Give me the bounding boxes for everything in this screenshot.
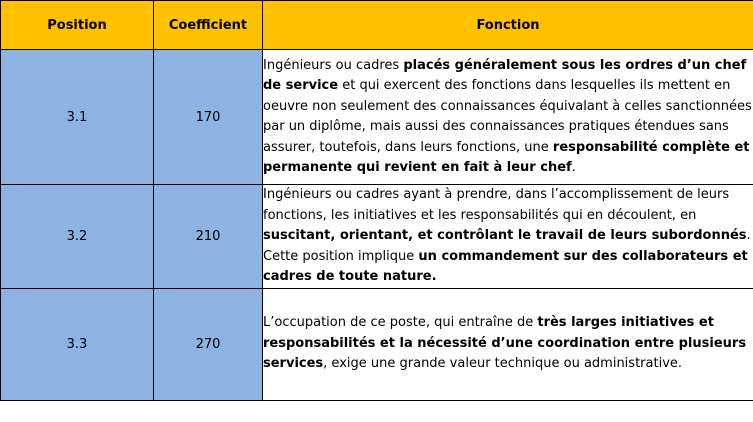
fonction-cell bbox=[263, 50, 753, 185]
coefficient-cell: 210 bbox=[154, 185, 263, 289]
coefficient-cell: 170 bbox=[154, 50, 263, 185]
position-cell: 3.3 bbox=[1, 288, 154, 400]
coefficient-cell: 270 bbox=[154, 288, 263, 400]
fonction-text: . bbox=[571, 160, 576, 175]
fonction-cell bbox=[263, 288, 753, 400]
fonction-bold-text: responsabilité complète et permanente qui revient en fait à leur chef bbox=[263, 139, 750, 175]
header-position: Position bbox=[1, 1, 154, 50]
fonction-bold-text: un commandement sur des collaborateurs et cadres de toute nature. bbox=[263, 248, 748, 284]
table-row bbox=[1, 288, 753, 400]
position-cell: 3.2 bbox=[1, 185, 154, 289]
header-fonction: Fonction bbox=[263, 1, 753, 50]
fonction-bold-text: placés généralement sous les ordres d’un chef de service bbox=[263, 57, 747, 93]
fonction-text: et qui exercent des fonctions dans lesquelles ils mettent en oeuvre non seulement des connaissances équivalant à celles sanctionnées par un diplôme, mais aussi des connaissances pratiques étendues sans assurer, toutefois, dans leurs fonctions, une bbox=[263, 78, 752, 155]
fonction-text: , exige une grande valeur technique ou administrative. bbox=[323, 356, 683, 372]
position-cell: 3.1 bbox=[1, 50, 154, 185]
header-coefficient: Coefficient bbox=[154, 1, 263, 50]
fonction-text: L’occupation de ce poste, qui entraîne de bbox=[263, 315, 538, 331]
table-row bbox=[1, 50, 753, 185]
fonction-text: . Cette position implique bbox=[263, 228, 751, 264]
fonction-bold-text: très larges initiatives et responsabilités et la nécessité d’une coordination entre plusieurs services bbox=[263, 315, 747, 372]
fonction-text: Ingénieurs ou cadres ayant à prendre, dans l’accomplissement de leurs fonctions, les initiatives et les responsabilités qui en découlent, en bbox=[263, 187, 730, 223]
table-row bbox=[1, 185, 753, 289]
fonction-bold-text: suscitant, orientant, et contrôlant le travail de leurs subordonnés bbox=[263, 228, 747, 243]
fonction-cell bbox=[263, 185, 753, 289]
header-row bbox=[1, 1, 753, 50]
fonction-text: Ingénieurs ou cadres bbox=[263, 57, 404, 73]
